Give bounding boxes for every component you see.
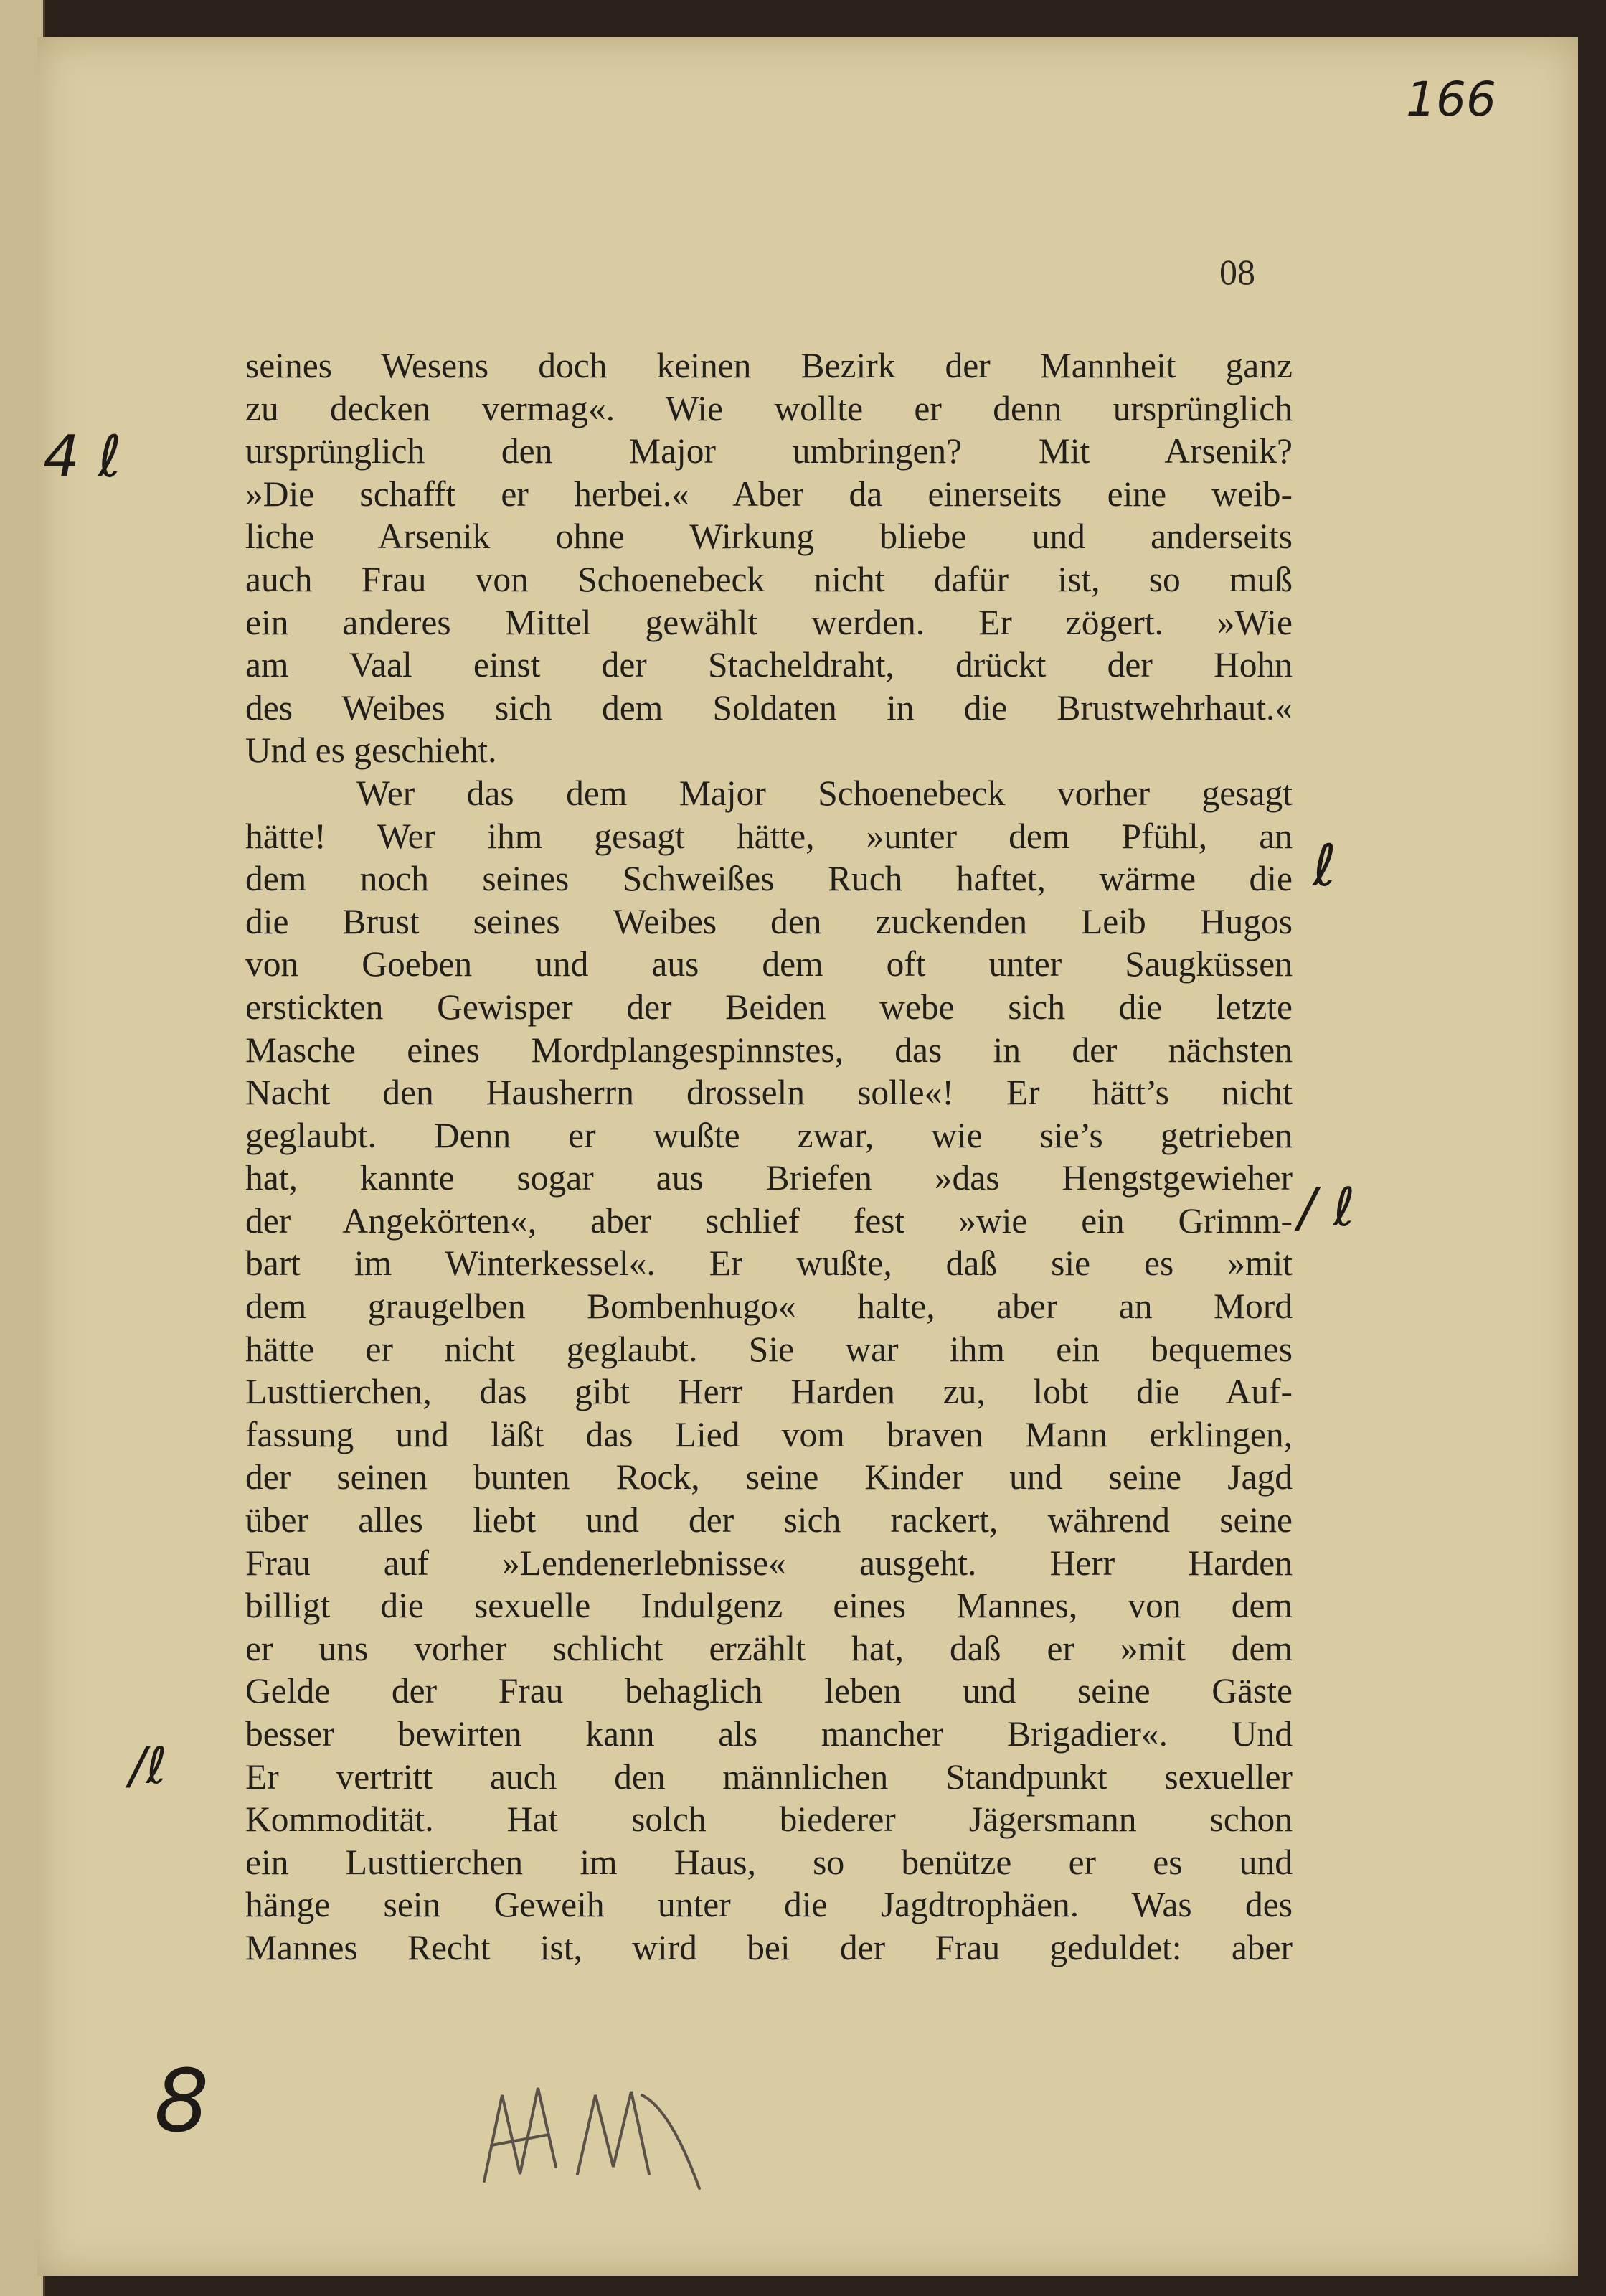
- text-line: über alles liebt und der sich rackert, während seine: [245, 1500, 1293, 1540]
- text-line: ein Lusttierchen im Haus, so benütze er es und: [245, 1842, 1293, 1882]
- text-line: liche Arsenik ohne Wirkung bliebe und anderseits: [245, 517, 1293, 557]
- text-line: Masche eines Mordplangespinnstes, das in der nächsten: [245, 1030, 1293, 1070]
- text-line: der Angekörten«, aber schlief fest »wie ein Grimm-: [245, 1200, 1293, 1241]
- text-line: fassung und läßt das Lied vom braven Mann erklingen,: [245, 1414, 1293, 1454]
- page-number: 08: [1219, 252, 1255, 292]
- text-line: des Weibes sich dem Soldaten in die Brustwehrhaut.«: [245, 687, 1293, 728]
- text-line: die Brust seines Weibes den zuckenden Leib Hugos: [245, 901, 1293, 941]
- text-line: erstickten Gewisper der Beiden webe sich die letzte: [245, 987, 1293, 1027]
- text-line: Lusttierchen, das gibt Herr Harden zu, lobt die Auf-: [245, 1372, 1293, 1412]
- text-line: Frau auf »Lendenerlebnisse« ausgeht. Herr Harden: [245, 1543, 1293, 1583]
- body-text: [245, 344, 1293, 1970]
- text-line: am Vaal einst der Stacheldraht, drückt der Hohn: [245, 645, 1293, 685]
- text-line: besser bewirten kann als mancher Brigadier«. Und: [245, 1714, 1293, 1754]
- text-line: Mannes Recht ist, wird bei der Frau geduldet: aber: [245, 1927, 1293, 1967]
- margin-note: ℓ: [1313, 832, 1337, 899]
- text-line: Gelde der Frau behaglich leben und seine Gäste: [245, 1671, 1293, 1711]
- text-line: hat, kannte sogar aus Briefen »das Hengstgewieher: [245, 1158, 1293, 1198]
- text-line: hänge sein Geweih unter die Jagdtrophäen. Was des: [245, 1885, 1293, 1925]
- margin-note: 4 ℓ: [43, 423, 122, 490]
- text-line: Er vertritt auch den männlichen Standpunkt sexueller: [245, 1756, 1293, 1797]
- text-line: geglaubt. Denn er wußte zwar, wie sie’s getrieben: [245, 1115, 1293, 1155]
- text-line: ein anderes Mittel gewählt werden. Er zögert. »Wie: [245, 602, 1293, 642]
- text-line: Wer das dem Major Schoenebeck vorher gesagt: [356, 773, 1293, 813]
- text-line: Kommodität. Hat solch biederer Jägersmann schon: [245, 1799, 1293, 1840]
- text-line: Nacht den Hausherrn drosseln solle«! Er hätt’s nicht: [245, 1073, 1293, 1113]
- margin-note: 8: [154, 2052, 209, 2152]
- margin-note: / ℓ: [1298, 1177, 1356, 1238]
- text-line: billigt die sexuelle Indulgenz eines Mannes, von dem: [245, 1586, 1293, 1626]
- text-line: ursprünglich den Major umbringen? Mit Arsenik?: [245, 431, 1293, 471]
- handwritten-initials-mark: [470, 2066, 707, 2196]
- text-line: er uns vorher schlicht erzählt hat, daß er »mit dem: [245, 1628, 1293, 1668]
- archive-number: 166: [1406, 72, 1496, 127]
- text-line: dem graugelben Bombenhugo« halte, aber an Mord: [245, 1286, 1293, 1327]
- margin-note: /ℓ: [129, 1736, 167, 1795]
- text-line: zu decken vermag«. Wie wollte er denn ursprünglich: [245, 388, 1293, 428]
- text-line: Und es geschieht.: [245, 730, 497, 771]
- text-line: »Die schafft er herbei.« Aber da einerseits eine weib-: [245, 474, 1293, 514]
- text-line: seines Wesens doch keinen Bezirk der Mannheit ganz: [245, 346, 1293, 385]
- text-line: auch Frau von Schoenebeck nicht dafür ist, so muß: [245, 559, 1293, 599]
- text-line: von Goeben und aus dem oft unter Saugküssen: [245, 944, 1293, 984]
- text-line: der seinen bunten Rock, seine Kinder und seine Jagd: [245, 1457, 1293, 1497]
- text-line: hätte! Wer ihm gesagt hätte, »unter dem Pfühl, an: [245, 816, 1293, 856]
- text-line: bart im Winterkessel«. Er wußte, daß sie es »mit: [245, 1243, 1293, 1284]
- text-line: hätte er nicht geglaubt. Sie war ihm ein bequemes: [245, 1329, 1293, 1369]
- text-line: dem noch seines Schweißes Ruch haftet, wärme die: [245, 859, 1293, 899]
